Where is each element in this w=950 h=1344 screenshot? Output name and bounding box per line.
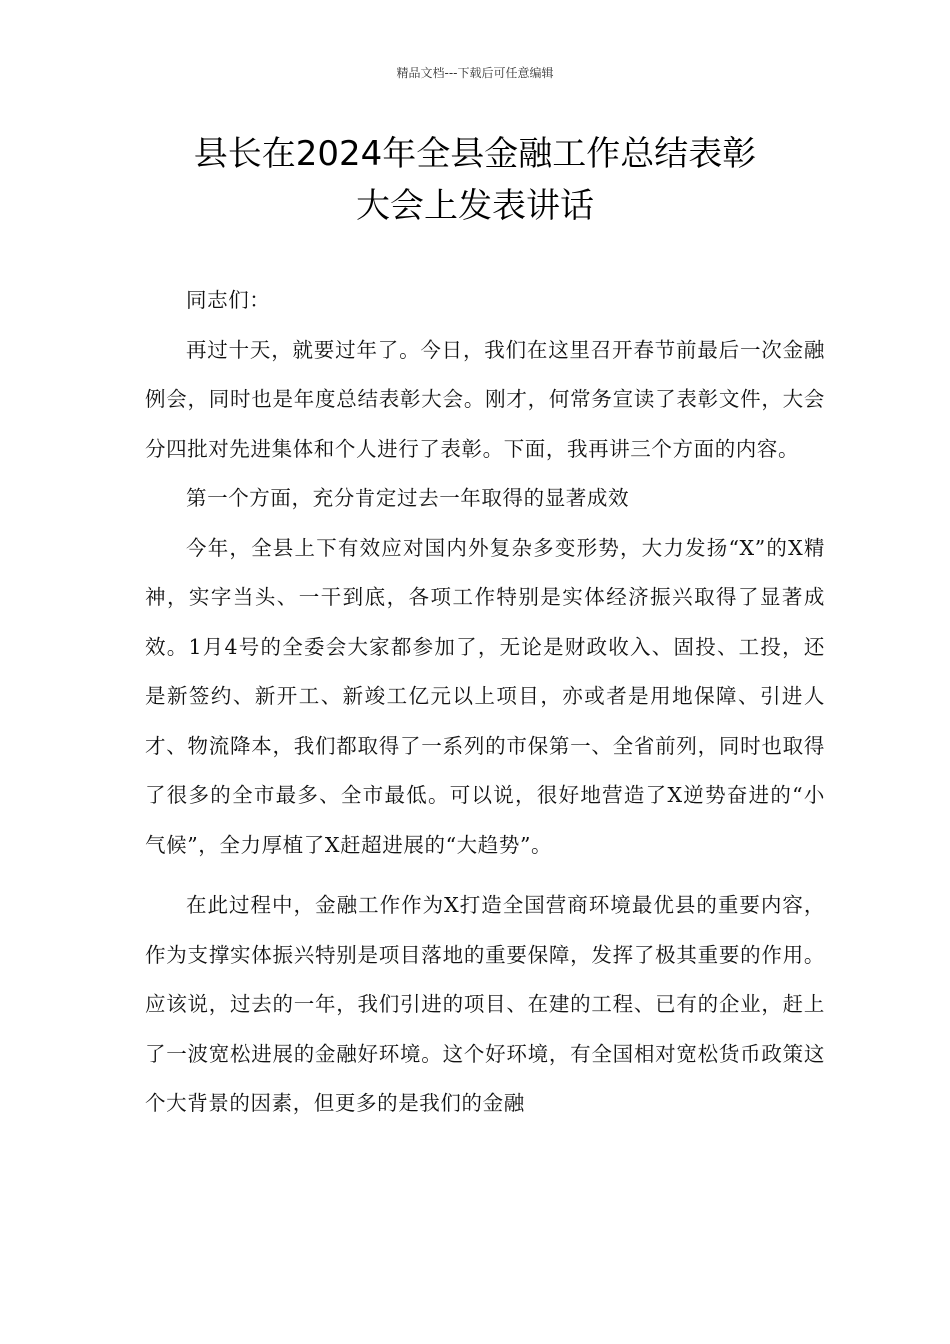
salutation: 同志们： [186,288,271,312]
title-line-2: 大会上发表讲话 [356,186,594,226]
header-note: 精品文档---下载后可任意编辑 [396,66,554,80]
document-body [145,276,825,1129]
document-title [0,128,950,232]
paragraph-achievements: 今年，全县上下有效应对国内外复杂多变形势，大力发扬“X”的X精神，实字当头、一干到底，各项工作特别是实体经济振兴取得了显著成效。1月4号的全委会大家都参加了，无论是财政收入、固投、工投，还是新签约、新开工、新竣工亿元以上项目，亦或者是用地保障、引进人才、物流降本，我们都取得了一系列的市保第一、全省前列，同时也取得了很多的全市最多、全市最低。可以说，很好地营造了X逆势奋进的“小气候”，全力厚植了X赶超进展的“大趋势”。 [145,535,825,857]
paragraph-opening: 再过十天，就要过年了。今日，我们在这里召开春节前最后一次金融例会，同时也是年度总结表彰大会。刚才，何常务宣读了表彰文件，大会分四批对先进集体和个人进行了表彰。下面，我再讲三个方面的内容。 [145,337,825,461]
title-line-1: 县长在2024年全县金融工作总结表彰 [193,134,757,174]
section-heading-1: 第一个方面，充分肯定过去一年取得的显著成效 [186,486,630,510]
paragraph-finance-role: 在此过程中，金融工作作为X打造全国营商环境最优县的重要内容，作为支撑实体振兴特别是项目落地的重要保障，发挥了极其重要的作用。应该说，过去的一年，我们引进的项目、在建的工程、已有的企业，赶上了一波宽松进展的金融好环境。这个好环境，有全国相对宽松货币政策这个大背景的因素，但更多的是我们的金融 [145,893,825,1115]
